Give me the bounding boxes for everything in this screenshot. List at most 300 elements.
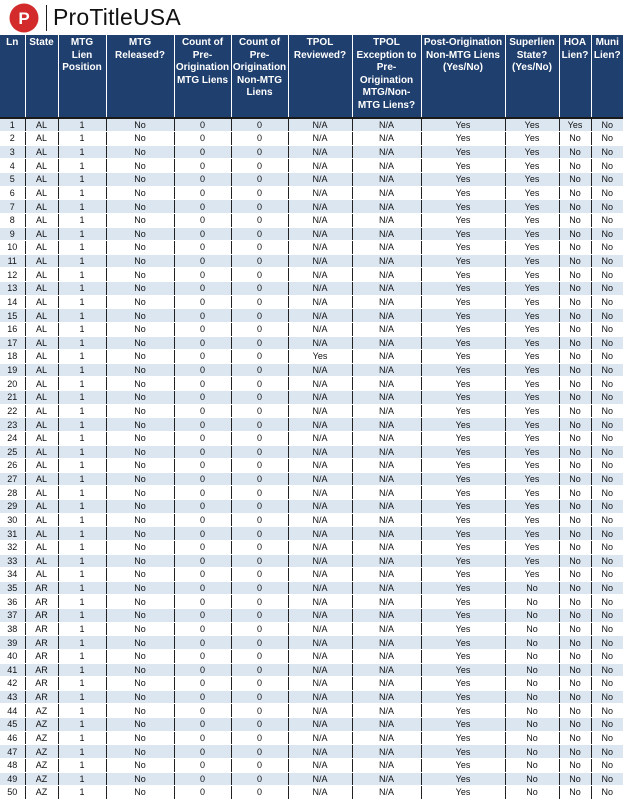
table-row[interactable] <box>0 377 623 391</box>
muni-lien-cell: No <box>591 254 623 268</box>
table-row[interactable] <box>0 173 623 187</box>
pre-non-mtg-count-cell: 0 <box>231 282 288 296</box>
col-header-pre-origination-mtg-count[interactable]: Count of Pre-Origination MTG Liens <box>174 35 231 118</box>
table-row[interactable] <box>0 227 623 241</box>
pre-mtg-count-cell: 0 <box>174 704 231 718</box>
tpol-reviewed-cell: N/A <box>288 758 352 772</box>
post-origination-cell: Yes <box>421 295 505 309</box>
mtg-released-cell: No <box>106 268 174 282</box>
post-origination-cell: Yes <box>421 649 505 663</box>
mtg-released-cell: No <box>106 745 174 759</box>
tpol-exception-cell: N/A <box>352 391 421 405</box>
ln-cell: 24 <box>0 431 25 445</box>
lien-position-cell: 1 <box>58 731 106 745</box>
lien-position-cell: 1 <box>58 213 106 227</box>
tpol-reviewed-cell: N/A <box>288 404 352 418</box>
mtg-released-cell: No <box>106 554 174 568</box>
pre-non-mtg-count-cell: 0 <box>231 595 288 609</box>
tpol-exception-cell: N/A <box>352 268 421 282</box>
tpol-reviewed-cell: N/A <box>288 254 352 268</box>
col-header-state[interactable]: State <box>25 35 58 118</box>
post-origination-cell: Yes <box>421 540 505 554</box>
lien-position-cell: 1 <box>58 690 106 704</box>
pre-mtg-count-cell: 0 <box>174 295 231 309</box>
tpol-exception-cell: N/A <box>352 540 421 554</box>
lien-position-cell: 1 <box>58 718 106 732</box>
muni-lien-cell: No <box>591 554 623 568</box>
post-origination-cell: Yes <box>421 241 505 255</box>
table-row[interactable] <box>0 445 623 459</box>
table-row[interactable] <box>0 159 623 173</box>
lien-position-cell: 1 <box>58 595 106 609</box>
state-cell: AZ <box>25 704 58 718</box>
mtg-released-cell: No <box>106 527 174 541</box>
table-row[interactable] <box>0 772 623 786</box>
post-origination-cell: Yes <box>421 445 505 459</box>
hoa-lien-cell: No <box>559 445 591 459</box>
superlien-cell: Yes <box>505 282 559 296</box>
table-row[interactable] <box>0 132 623 146</box>
table-row[interactable] <box>0 731 623 745</box>
table-row[interactable] <box>0 295 623 309</box>
tpol-reviewed-cell: N/A <box>288 268 352 282</box>
post-origination-cell: Yes <box>421 568 505 582</box>
tpol-reviewed-cell: N/A <box>288 772 352 786</box>
tpol-reviewed-cell: N/A <box>288 554 352 568</box>
lien-position-cell: 1 <box>58 609 106 623</box>
hoa-lien-cell: No <box>559 786 591 800</box>
state-cell: AL <box>25 132 58 146</box>
table-row[interactable] <box>0 527 623 541</box>
lien-position-cell: 1 <box>58 227 106 241</box>
mtg-released-cell: No <box>106 350 174 364</box>
pre-non-mtg-count-cell: 0 <box>231 377 288 391</box>
ln-cell: 38 <box>0 622 25 636</box>
state-cell: AZ <box>25 745 58 759</box>
tpol-reviewed-cell: N/A <box>288 173 352 187</box>
table-row[interactable] <box>0 486 623 500</box>
tpol-reviewed-cell: N/A <box>288 595 352 609</box>
col-header-mtg-released[interactable]: MTG Released? <box>106 35 174 118</box>
tpol-exception-cell: N/A <box>352 772 421 786</box>
tpol-reviewed-cell: N/A <box>288 649 352 663</box>
post-origination-cell: Yes <box>421 391 505 405</box>
tpol-exception-cell: N/A <box>352 500 421 514</box>
col-header-post-origination-liens[interactable]: Post-Origination Non-MTG Liens (Yes/No) <box>421 35 505 118</box>
ln-cell: 46 <box>0 731 25 745</box>
pre-mtg-count-cell: 0 <box>174 772 231 786</box>
mtg-released-cell: No <box>106 431 174 445</box>
hoa-lien-cell: No <box>559 690 591 704</box>
table-row[interactable] <box>0 554 623 568</box>
post-origination-cell: Yes <box>421 377 505 391</box>
mtg-released-cell: No <box>106 690 174 704</box>
table-row[interactable] <box>0 649 623 663</box>
table-row[interactable] <box>0 472 623 486</box>
hoa-lien-cell: No <box>559 772 591 786</box>
superlien-cell: Yes <box>505 268 559 282</box>
state-cell: AL <box>25 241 58 255</box>
table-row[interactable] <box>0 241 623 255</box>
table-row[interactable] <box>0 609 623 623</box>
tpol-reviewed-cell: N/A <box>288 213 352 227</box>
state-cell: AZ <box>25 758 58 772</box>
tpol-reviewed-cell: N/A <box>288 581 352 595</box>
tpol-exception-cell: N/A <box>352 282 421 296</box>
post-origination-cell: Yes <box>421 486 505 500</box>
mtg-released-cell: No <box>106 173 174 187</box>
pre-non-mtg-count-cell: 0 <box>231 486 288 500</box>
col-header-mtg-lien-position[interactable]: MTG Lien Position <box>58 35 106 118</box>
muni-lien-cell: No <box>591 745 623 759</box>
ln-cell: 5 <box>0 173 25 187</box>
muni-lien-cell: No <box>591 581 623 595</box>
state-cell: AL <box>25 568 58 582</box>
table-row[interactable] <box>0 677 623 691</box>
table-row[interactable] <box>0 581 623 595</box>
tpol-reviewed-cell: N/A <box>288 500 352 514</box>
mtg-released-cell: No <box>106 445 174 459</box>
superlien-cell: Yes <box>505 322 559 336</box>
hoa-lien-cell: No <box>559 173 591 187</box>
state-cell: AL <box>25 309 58 323</box>
ln-cell: 7 <box>0 200 25 214</box>
state-cell: AZ <box>25 731 58 745</box>
lien-position-cell: 1 <box>58 486 106 500</box>
muni-lien-cell: No <box>591 282 623 296</box>
superlien-cell: No <box>505 704 559 718</box>
table-row[interactable] <box>0 786 623 800</box>
state-cell: AL <box>25 391 58 405</box>
pre-mtg-count-cell: 0 <box>174 690 231 704</box>
muni-lien-cell: No <box>591 786 623 800</box>
muni-lien-cell: No <box>591 758 623 772</box>
state-cell: AL <box>25 118 58 132</box>
lien-position-cell: 1 <box>58 622 106 636</box>
table-row[interactable] <box>0 636 623 650</box>
pre-non-mtg-count-cell: 0 <box>231 527 288 541</box>
table-row[interactable] <box>0 540 623 554</box>
state-cell: AL <box>25 350 58 364</box>
logo-icon <box>9 3 39 33</box>
pre-non-mtg-count-cell: 0 <box>231 718 288 732</box>
lien-position-cell: 1 <box>58 336 106 350</box>
tpol-reviewed-cell: N/A <box>288 677 352 691</box>
tpol-exception-cell: N/A <box>352 568 421 582</box>
state-cell: AL <box>25 268 58 282</box>
mtg-released-cell: No <box>106 731 174 745</box>
table-row[interactable] <box>0 431 623 445</box>
pre-mtg-count-cell: 0 <box>174 459 231 473</box>
pre-non-mtg-count-cell: 0 <box>231 445 288 459</box>
ln-cell: 36 <box>0 595 25 609</box>
superlien-cell: Yes <box>505 132 559 146</box>
table-row[interactable] <box>0 186 623 200</box>
table-row[interactable] <box>0 268 623 282</box>
tpol-exception-cell: N/A <box>352 227 421 241</box>
muni-lien-cell: No <box>591 609 623 623</box>
muni-lien-cell: No <box>591 173 623 187</box>
table-row[interactable] <box>0 213 623 227</box>
logo-divider <box>46 5 47 31</box>
ln-cell: 10 <box>0 241 25 255</box>
tpol-exception-cell: N/A <box>352 145 421 159</box>
ln-cell: 13 <box>0 282 25 296</box>
tpol-exception-cell: N/A <box>352 718 421 732</box>
pre-non-mtg-count-cell: 0 <box>231 336 288 350</box>
muni-lien-cell: No <box>591 404 623 418</box>
mtg-released-cell: No <box>106 213 174 227</box>
col-header-muni-lien[interactable]: Muni Lien? <box>591 35 623 118</box>
tpol-reviewed-cell: N/A <box>288 663 352 677</box>
lien-position-cell: 1 <box>58 677 106 691</box>
table-row[interactable] <box>0 568 623 582</box>
tpol-reviewed-cell: N/A <box>288 540 352 554</box>
hoa-lien-cell: No <box>559 758 591 772</box>
ln-cell: 3 <box>0 145 25 159</box>
superlien-cell: Yes <box>505 145 559 159</box>
post-origination-cell: Yes <box>421 677 505 691</box>
col-header-superlien-state[interactable]: Superlien State? (Yes/No) <box>505 35 559 118</box>
col-header-pre-origination-non-mtg-count[interactable]: Count of Pre-Origination Non-MTG Liens <box>231 35 288 118</box>
tpol-exception-cell: N/A <box>352 677 421 691</box>
lien-position-cell: 1 <box>58 636 106 650</box>
hoa-lien-cell: No <box>559 718 591 732</box>
lien-position-cell: 1 <box>58 745 106 759</box>
tpol-reviewed-cell: N/A <box>288 568 352 582</box>
table-row[interactable] <box>0 500 623 514</box>
muni-lien-cell: No <box>591 540 623 554</box>
superlien-cell: Yes <box>505 404 559 418</box>
table-row[interactable] <box>0 595 623 609</box>
table-row[interactable] <box>0 418 623 432</box>
pre-mtg-count-cell: 0 <box>174 282 231 296</box>
pre-non-mtg-count-cell: 0 <box>231 609 288 623</box>
superlien-cell: No <box>505 718 559 732</box>
pre-mtg-count-cell: 0 <box>174 731 231 745</box>
pre-non-mtg-count-cell: 0 <box>231 159 288 173</box>
muni-lien-cell: No <box>591 690 623 704</box>
ln-cell: 2 <box>0 132 25 146</box>
tpol-reviewed-cell: N/A <box>288 159 352 173</box>
tpol-reviewed-cell: N/A <box>288 786 352 800</box>
post-origination-cell: Yes <box>421 132 505 146</box>
hoa-lien-cell: No <box>559 295 591 309</box>
muni-lien-cell: No <box>591 309 623 323</box>
post-origination-cell: Yes <box>421 772 505 786</box>
ln-cell: 50 <box>0 786 25 800</box>
tpol-reviewed-cell: N/A <box>288 309 352 323</box>
table-row[interactable] <box>0 391 623 405</box>
pre-mtg-count-cell: 0 <box>174 213 231 227</box>
pre-non-mtg-count-cell: 0 <box>231 704 288 718</box>
table-row[interactable] <box>0 663 623 677</box>
table-row[interactable] <box>0 118 623 132</box>
tpol-reviewed-cell: N/A <box>288 486 352 500</box>
post-origination-cell: Yes <box>421 758 505 772</box>
ln-cell: 40 <box>0 649 25 663</box>
superlien-cell: No <box>505 758 559 772</box>
state-cell: AL <box>25 472 58 486</box>
state-cell: AL <box>25 295 58 309</box>
superlien-cell: No <box>505 609 559 623</box>
ln-cell: 39 <box>0 636 25 650</box>
state-cell: AL <box>25 540 58 554</box>
hoa-lien-cell: No <box>559 418 591 432</box>
pre-non-mtg-count-cell: 0 <box>231 118 288 132</box>
mtg-released-cell: No <box>106 363 174 377</box>
tpol-reviewed-cell: N/A <box>288 322 352 336</box>
lien-position-cell: 1 <box>58 649 106 663</box>
table-row[interactable] <box>0 200 623 214</box>
table-row[interactable] <box>0 622 623 636</box>
table-row[interactable] <box>0 336 623 350</box>
superlien-cell: No <box>505 745 559 759</box>
ln-cell: 33 <box>0 554 25 568</box>
pre-mtg-count-cell: 0 <box>174 554 231 568</box>
state-cell: AR <box>25 622 58 636</box>
pre-mtg-count-cell: 0 <box>174 500 231 514</box>
superlien-cell: No <box>505 581 559 595</box>
table-row[interactable] <box>0 690 623 704</box>
pre-mtg-count-cell: 0 <box>174 377 231 391</box>
superlien-cell: Yes <box>505 200 559 214</box>
lien-position-cell: 1 <box>58 581 106 595</box>
mtg-released-cell: No <box>106 677 174 691</box>
pre-non-mtg-count-cell: 0 <box>231 513 288 527</box>
mtg-released-cell: No <box>106 486 174 500</box>
superlien-cell: Yes <box>505 118 559 132</box>
tpol-exception-cell: N/A <box>352 554 421 568</box>
table-row[interactable] <box>0 309 623 323</box>
post-origination-cell: Yes <box>421 636 505 650</box>
ln-cell: 27 <box>0 472 25 486</box>
hoa-lien-cell: No <box>559 540 591 554</box>
state-cell: AL <box>25 445 58 459</box>
tpol-reviewed-cell: N/A <box>288 377 352 391</box>
post-origination-cell: Yes <box>421 254 505 268</box>
pre-non-mtg-count-cell: 0 <box>231 459 288 473</box>
pre-mtg-count-cell: 0 <box>174 718 231 732</box>
mtg-released-cell: No <box>106 622 174 636</box>
pre-mtg-count-cell: 0 <box>174 568 231 582</box>
table-row[interactable] <box>0 404 623 418</box>
ln-cell: 17 <box>0 336 25 350</box>
col-header-tpol-reviewed[interactable]: TPOL Reviewed? <box>288 35 352 118</box>
tpol-exception-cell: N/A <box>352 527 421 541</box>
lien-position-cell: 1 <box>58 500 106 514</box>
hoa-lien-cell: No <box>559 527 591 541</box>
tpol-exception-cell: N/A <box>352 377 421 391</box>
post-origination-cell: Yes <box>421 213 505 227</box>
hoa-lien-cell: No <box>559 472 591 486</box>
table-row[interactable] <box>0 459 623 473</box>
pre-non-mtg-count-cell: 0 <box>231 295 288 309</box>
table-row[interactable] <box>0 363 623 377</box>
tpol-exception-cell: N/A <box>352 363 421 377</box>
mtg-released-cell: No <box>106 227 174 241</box>
pre-mtg-count-cell: 0 <box>174 445 231 459</box>
hoa-lien-cell: No <box>559 363 591 377</box>
lien-position-cell: 1 <box>58 173 106 187</box>
pre-mtg-count-cell: 0 <box>174 649 231 663</box>
superlien-cell: No <box>505 772 559 786</box>
post-origination-cell: Yes <box>421 350 505 364</box>
col-header-tpol-exception[interactable]: TPOL Exception to Pre-Origination MTG/Non-MTG Liens? <box>352 35 421 118</box>
lien-position-cell: 1 <box>58 772 106 786</box>
tpol-exception-cell: N/A <box>352 200 421 214</box>
tpol-exception-cell: N/A <box>352 758 421 772</box>
hoa-lien-cell: No <box>559 254 591 268</box>
lien-position-cell: 1 <box>58 445 106 459</box>
post-origination-cell: Yes <box>421 418 505 432</box>
table-row[interactable] <box>0 704 623 718</box>
tpol-reviewed-cell: N/A <box>288 118 352 132</box>
table-row[interactable] <box>0 322 623 336</box>
mtg-released-cell: No <box>106 513 174 527</box>
muni-lien-cell: No <box>591 363 623 377</box>
tpol-reviewed-cell: N/A <box>288 282 352 296</box>
pre-mtg-count-cell: 0 <box>174 336 231 350</box>
col-header-hoa-lien[interactable]: HOA Lien? <box>559 35 591 118</box>
tpol-exception-cell: N/A <box>352 486 421 500</box>
post-origination-cell: Yes <box>421 663 505 677</box>
ln-cell: 22 <box>0 404 25 418</box>
tpol-exception-cell: N/A <box>352 690 421 704</box>
tpol-reviewed-cell: N/A <box>288 418 352 432</box>
post-origination-cell: Yes <box>421 595 505 609</box>
muni-lien-cell: No <box>591 704 623 718</box>
table-row[interactable] <box>0 718 623 732</box>
superlien-cell: No <box>505 649 559 663</box>
state-cell: AR <box>25 690 58 704</box>
col-header-ln[interactable]: Ln <box>0 35 25 118</box>
table-row[interactable] <box>0 145 623 159</box>
hoa-lien-cell: No <box>559 554 591 568</box>
table-row[interactable] <box>0 758 623 772</box>
tpol-exception-cell: N/A <box>352 254 421 268</box>
table-row[interactable] <box>0 254 623 268</box>
tpol-exception-cell: N/A <box>352 336 421 350</box>
superlien-cell: Yes <box>505 336 559 350</box>
table-row[interactable] <box>0 745 623 759</box>
mtg-released-cell: No <box>106 282 174 296</box>
hoa-lien-cell: No <box>559 268 591 282</box>
superlien-cell: Yes <box>505 418 559 432</box>
ln-cell: 41 <box>0 663 25 677</box>
hoa-lien-cell: No <box>559 431 591 445</box>
state-cell: AZ <box>25 718 58 732</box>
tpol-reviewed-cell: N/A <box>288 200 352 214</box>
post-origination-cell: Yes <box>421 622 505 636</box>
muni-lien-cell: No <box>591 663 623 677</box>
mtg-released-cell: No <box>106 309 174 323</box>
pre-non-mtg-count-cell: 0 <box>231 173 288 187</box>
tpol-exception-cell: N/A <box>352 295 421 309</box>
mtg-released-cell: No <box>106 336 174 350</box>
muni-lien-cell: No <box>591 568 623 582</box>
ln-cell: 44 <box>0 704 25 718</box>
state-cell: AL <box>25 227 58 241</box>
post-origination-cell: Yes <box>421 472 505 486</box>
table-row[interactable] <box>0 513 623 527</box>
hoa-lien-cell: No <box>559 459 591 473</box>
muni-lien-cell: No <box>591 431 623 445</box>
table-row[interactable] <box>0 282 623 296</box>
lien-position-cell: 1 <box>58 472 106 486</box>
table-row[interactable] <box>0 350 623 364</box>
state-cell: AL <box>25 513 58 527</box>
